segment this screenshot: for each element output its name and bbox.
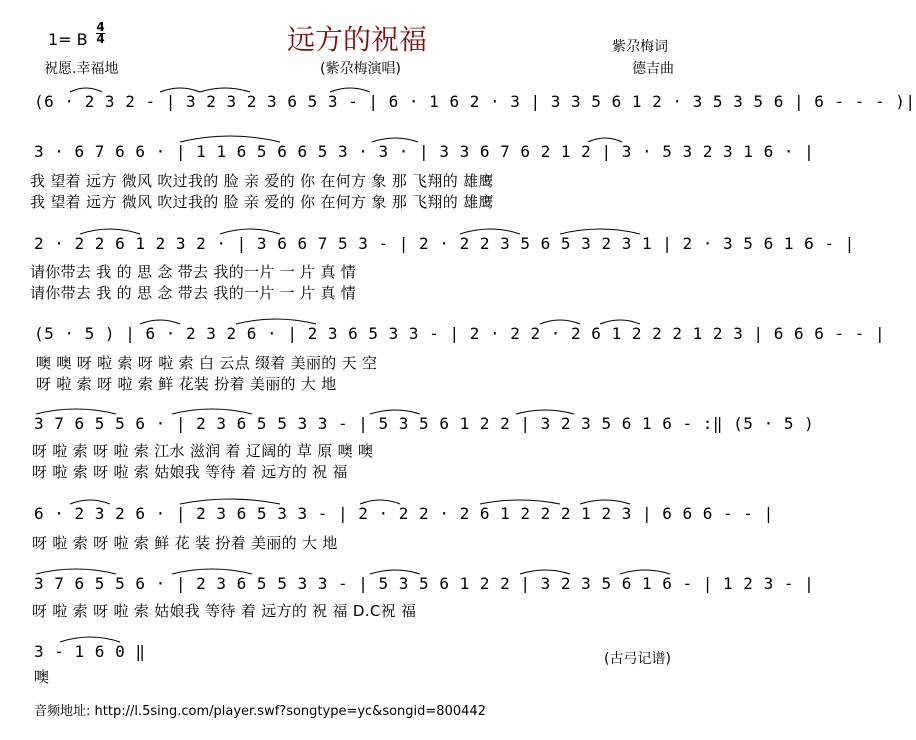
- score-row-2-lyrics-1: 我 望着 远方 微风 吹过我的 脸 亲 爱的 你 在何方 象 那 飞翔的 雄鹰: [30, 172, 494, 190]
- time-signature-bottom: 4: [96, 32, 105, 46]
- performance-style: 祝愿.幸福地: [44, 61, 119, 77]
- score-row-5-lyrics-2: 呀 啦 索 呀 啦 索 姑娘我 等待 着 远方的 祝 福: [32, 463, 348, 481]
- score-row-3-notes: 2 · 2 2 6 1 2 3 2 · | 3 6 6 7 5 3 - | 2 · 2 2 3 5 6 5 3 2 3 1 | 2 · 3 5 6 1 6 - |: [34, 234, 855, 253]
- score-row-6-lyrics-1: 呀 啦 索 呀 啦 索 鲜 花 装 扮着 美丽的 大 地: [32, 534, 338, 552]
- score-row-5-notes: 3 7 6 5 5 6 · | 2 3 6 5 5 3 3 - | 5 3 5 6 1 2 2 | 3 2 3 5 6 1 6 - :‖ (5 · 5 ): [34, 414, 815, 433]
- score-row-4-notes: (5 · 5 ) | 6 · 2 3 2 6 · | 2 3 6 5 3 3 - | 2 · 2 2 · 2 6 1 2 2 2 1 2 3 | 6 6 6 - - |: [34, 324, 886, 343]
- score-row-3-lyrics-2: 请你带去 我 的 思 念 带去 我的一片 一 片 真 情: [30, 284, 357, 302]
- composer: 德吉曲: [632, 61, 674, 77]
- lyricist: 紫尕梅词: [612, 39, 668, 55]
- score-row-6-notes: 6 · 2 3 2 6 · | 2 3 6 5 3 3 - | 2 · 2 2 · 2 6 1 2 2 2 1 2 3 | 6 6 6 - - |: [34, 504, 774, 523]
- score-row-4-lyrics-1: 噢 噢 呀 啦 索 呀 啦 索 白 云点 缀着 美丽的 天 空: [36, 354, 378, 372]
- score-row-8-notes: 3 - 1 6 0 ‖: [34, 642, 146, 661]
- score-row-1-notes: (6 · 2 3 2 - | 3 2 3 2 3 6 5 3 - | 6 · 1 6 2 · 3 | 3 3 5 6 1 2 · 3 5 3 5 6 | 6 - - - )|: [34, 92, 916, 111]
- score-row-2-lyrics-2: 我 望着 远方 微风 吹过我的 脸 亲 爱的 你 在何方 象 那 飞翔的 雄鹰: [30, 193, 494, 211]
- key-signature: 1= B: [48, 30, 88, 49]
- time-signature-top: 4: [96, 20, 105, 34]
- singer: (紫尕梅演唱): [320, 61, 401, 77]
- score-row-2-notes: 3 · 6 7 6 6 · | 1 1 6 5 6 6 5 3 · 3 · | 3 3 6 7 6 2 1 2 | 3 · 5 3 2 3 1 6 · |: [34, 142, 815, 161]
- audio-source: 音频地址: http://l.5sing.com/player.swf?songtype=yc&songid=800442: [34, 704, 486, 719]
- score-row-4-lyrics-2: 呀 啦 索 呀 啦 索 鲜 花装 扮着 美丽的 大 地: [36, 375, 337, 393]
- score-row-7-notes: 3 7 6 5 5 6 · | 2 3 6 5 5 3 3 - | 5 3 5 6 1 2 2 | 3 2 3 5 6 1 6 - | 1 2 3 - |: [34, 574, 815, 593]
- score-row-7-lyrics-1: 呀 啦 索 呀 啦 索 姑娘我 等待 着 远方的 祝 福 D.C祝 福: [32, 602, 417, 620]
- score-row-3-lyrics-1: 请你带去 我 的 思 念 带去 我的一片 一 片 真 情: [30, 263, 357, 281]
- score-row-5-lyrics-1: 呀 啦 索 呀 啦 索 江水 滋润 着 辽阔的 草 原 噢 噢: [32, 442, 374, 460]
- song-title: 远方的祝福: [286, 23, 427, 56]
- transcriber-credit: (古弓记谱): [604, 651, 671, 667]
- score-row-8-lyrics-1: 噢: [34, 668, 50, 686]
